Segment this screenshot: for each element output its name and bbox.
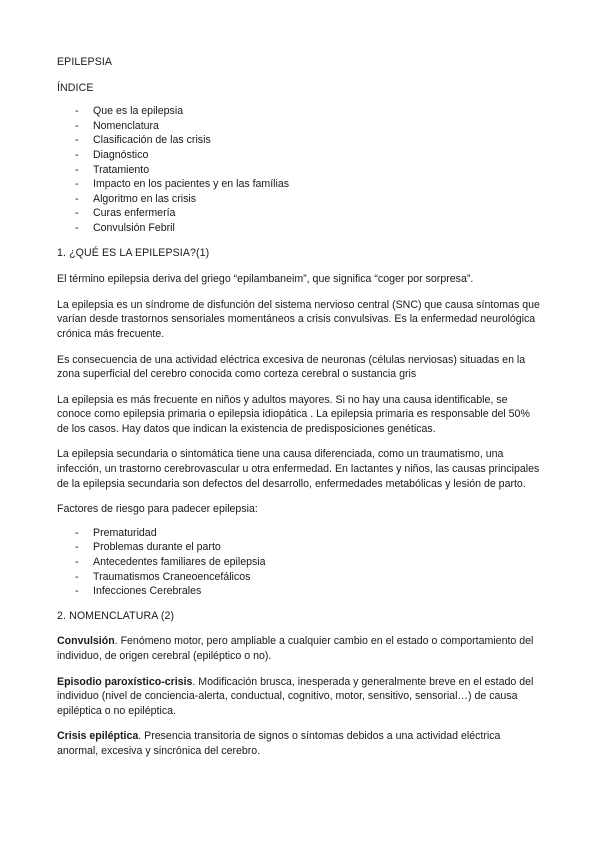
risk-factors-list [57,526,542,599]
definition-text: . Modificación brusca, inesperada y generalmente breve en el estado del individuo (nivel de conciencia-alerta, conductual, cognitivo, motor, sensitivo, sensorial…) de causa epiléptica o no epiléptica. [57,675,534,717]
dash-bullet: - [75,105,79,118]
dash-bullet: - [75,119,79,132]
index-item: - Diagnóstico [75,148,149,161]
index-item: - Impacto en los pacientes y en las famílias [75,178,290,191]
paragraph: La epilepsia es más frecuente en niños y adultos mayores. Si no hay una causa identificable, se conoce como epilepsia primaria o epilepsia idiopática . La epilepsia primaria es responsable del 50% de los casos. Hay datos que indican la existencia de predisposiciones genéticas. [57,393,530,435]
dash-bullet: - [75,192,79,205]
dash-bullet: - [75,526,79,539]
index-list [57,104,542,235]
dash-bullet: - [75,585,79,598]
index-item: - Tratamiento [75,163,150,176]
paragraph: Es consecuencia de una actividad eléctrica excesiva de neuronas (células nerviosas) situadas en la zona superficial del cerebro conocida como corteza cerebral o sustancia gris [57,353,526,381]
section-2-heading: 2. NOMENCLATURA (2) [57,609,175,622]
definition-crisis [57,729,542,758]
definition-text: . Presencia transitoria de signos o síntomas debidos a una actividad eléctrica anormal, excesiva y sincrónica del cerebro. [57,730,501,757]
document-page [57,55,542,759]
index-item: - Clasificación de las crisis [75,134,211,147]
index-item: - Que es la epilepsia [75,105,184,118]
dash-bullet: - [75,148,79,161]
definition-convulsion [57,634,542,663]
dash-bullet: - [75,134,79,147]
dash-bullet: - [75,163,79,176]
paragraph: El término epilepsia deriva del griego “epilambaneim”, que significa “coger por sorpresa”. [57,273,474,286]
definition-term: Episodio paroxístico-crisis [57,675,193,688]
risk-factor-item: - Infecciones Cerebrales [75,585,202,598]
risk-factor-item: - Antecedentes familiares de epilepsia [75,556,266,569]
risk-factors-intro: Factores de riesgo para padecer epilepsia: [57,503,258,516]
index-heading: ÍNDICE [57,81,94,94]
risk-factor-item: - Problemas durante el parto [75,541,221,554]
definition-term: Crisis epiléptica [57,730,139,743]
index-item: - Curas enfermería [75,207,176,220]
definition-episodio [57,675,542,719]
index-item: - Convulsión Febril [75,221,175,234]
section-1-heading: 1. ¿QUÉ ES LA EPILEPSIA?(1) [57,246,210,259]
index-item: - Nomenclatura [75,119,159,132]
paragraph: La epilepsia es un síndrome de disfunción del sistema nervioso central (SNC) que causa síntomas que varían desde trastornos sensoriales momentáneos a crisis convulsivas. Es la enfermedad neurológica crónica más frecuente. [57,298,540,340]
risk-factor-item: - Traumatismos Craneoencefálicos [75,570,251,583]
dash-bullet: - [75,541,79,554]
dash-bullet: - [75,570,79,583]
definition-term: Convulsión [57,635,115,648]
definition-text: . Fenómeno motor, pero ampliable a cualquier cambio en el estado o comportamiento del individuo, de origen cerebral (epiléptico o no). [57,635,534,662]
dash-bullet: - [75,556,79,569]
document-title: EPILEPSIA [57,56,113,68]
dash-bullet: - [75,221,79,234]
index-item: - Algoritmo en las crisis [75,192,197,205]
dash-bullet: - [75,207,79,220]
paragraph: La epilepsia secundaria o sintomática tiene una causa diferenciada, como un traumatismo, una infección, un trastorno cerebrovascular u otra enfermedad. En lactantes y niños, las causas principales de la epilepsia secundaria son defectos del desarrollo, enfermedades metabólicas y lesión de parto. [57,448,540,490]
dash-bullet: - [75,178,79,191]
risk-factor-item: - Prematuridad [75,526,157,539]
